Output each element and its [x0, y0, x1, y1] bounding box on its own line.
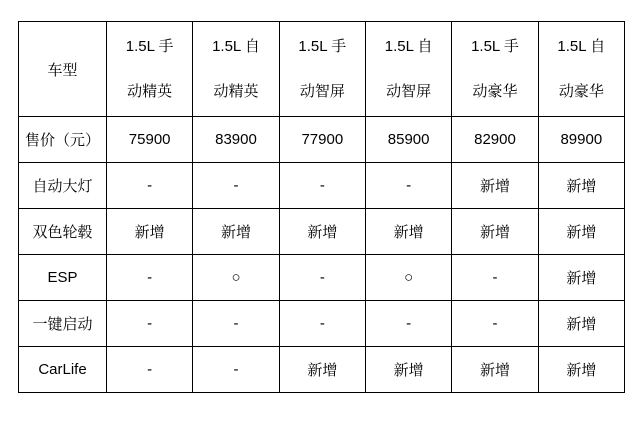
row-label: 售价（元） [19, 117, 107, 163]
table-cell: 82900 [452, 117, 538, 163]
table-cell: - [452, 301, 538, 347]
table-cell: 新增 [452, 347, 538, 393]
table-cell: 新增 [279, 347, 365, 393]
table-cell: 85900 [365, 117, 451, 163]
row-label: 自动大灯 [19, 163, 107, 209]
table-header [19, 22, 625, 117]
table-cell: 75900 [107, 117, 193, 163]
table-cell: - [193, 163, 279, 209]
table-cell: - [279, 163, 365, 209]
trim-column-header [193, 22, 279, 117]
table-cell: - [107, 255, 193, 301]
trim-header-line2: 动智屏 [386, 82, 432, 100]
table-cell: - [365, 163, 451, 209]
table-cell: 新增 [538, 209, 624, 255]
trim-header-line1: 1.5L 自 [212, 37, 260, 55]
row-label: CarLife [19, 347, 107, 393]
table-row [19, 301, 625, 347]
table-body [19, 117, 625, 393]
table-cell: 新增 [538, 255, 624, 301]
table-cell: - [107, 347, 193, 393]
table-cell: - [107, 163, 193, 209]
table-cell: 新增 [538, 163, 624, 209]
table-row [19, 255, 625, 301]
table-row [19, 347, 625, 393]
trim-header-line1: 1.5L 手 [298, 37, 347, 55]
trim-column-header [107, 22, 193, 117]
table-cell: - [279, 301, 365, 347]
table-row [19, 163, 625, 209]
table-cell: 新增 [107, 209, 193, 255]
table-cell: ○ [193, 255, 279, 301]
trim-header-line2: 动智屏 [299, 82, 345, 100]
header-row [19, 22, 625, 117]
trim-header-line1: 1.5L 手 [471, 37, 519, 55]
trim-header-line1: 1.5L 自 [384, 37, 433, 55]
table-cell: - [107, 301, 193, 347]
table-cell: ○ [365, 255, 451, 301]
row-label: 双色轮毂 [19, 209, 107, 255]
trim-header-line2: 动豪华 [558, 82, 604, 100]
car-trim-comparison-table [18, 21, 625, 393]
table-cell: 新增 [365, 347, 451, 393]
trim-column-header [538, 22, 624, 117]
table-row [19, 117, 625, 163]
table-cell: 83900 [193, 117, 279, 163]
table-cell: 新增 [538, 301, 624, 347]
trim-header-line2: 动豪华 [472, 82, 518, 100]
table-cell: 新增 [452, 163, 538, 209]
table-cell: 新增 [452, 209, 538, 255]
table-cell: 新增 [193, 209, 279, 255]
trim-column-header [279, 22, 365, 117]
table-cell: - [193, 301, 279, 347]
trim-header-line2: 动精英 [213, 82, 259, 100]
trim-header-line2: 动精英 [127, 82, 173, 100]
table-cell: 新增 [279, 209, 365, 255]
table-cell: - [193, 347, 279, 393]
trim-header-line1: 1.5L 自 [557, 37, 606, 55]
trim-column-header [452, 22, 538, 117]
table-cell: 新增 [365, 209, 451, 255]
table-cell: 新增 [538, 347, 624, 393]
model-column-header: 车型 [19, 22, 107, 117]
table-cell: 77900 [279, 117, 365, 163]
trim-header-line1: 1.5L 手 [125, 37, 174, 55]
table-cell: - [452, 255, 538, 301]
row-label: ESP [19, 255, 107, 301]
row-label: 一键启动 [19, 301, 107, 347]
trim-column-header [365, 22, 451, 117]
table-cell: - [365, 301, 451, 347]
table-cell: - [279, 255, 365, 301]
table-row [19, 209, 625, 255]
table-cell: 89900 [538, 117, 624, 163]
